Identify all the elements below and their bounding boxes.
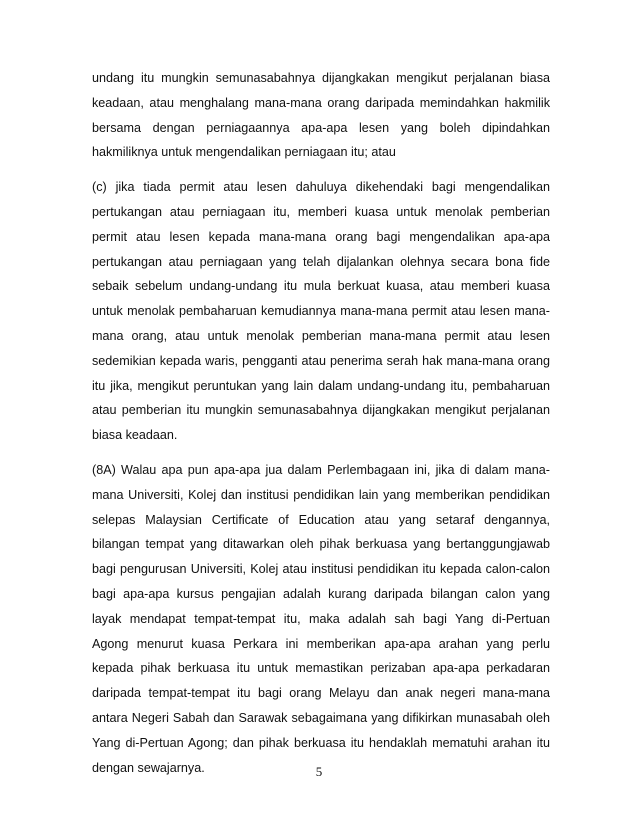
text-line: biasa keadaan. [92,428,178,443]
text-line: Agong menurut kuasa Perkara ini memberikan apa-apa arahan yang perlu [92,636,550,651]
text-line: mana orang, atau untuk menolak pemberian mana-mana permit atau lesen [92,328,550,343]
text-line: bersama dengan perniagaannya apa-apa lesen yang boleh dipindahkan [92,120,550,135]
text-line: sebaik sebelum undang-undang itu mula berkuat kuasa, atau memberi kuasa [92,279,550,294]
text-line: (c) jika tiada permit atau lesen dahuluya dikehendaki bagi mengendalikan [92,180,550,195]
text-line: layak mendapat tempat-tempat itu, maka adalah sah bagi Yang di-Pertuan [92,611,550,626]
document-body [92,66,550,780]
paragraph-clause-8a [92,458,550,780]
text-line: sedemikian kepada waris, pengganti atau penerima serah hak mana-mana orang [92,353,550,368]
page-number: 5 [315,764,323,779]
paragraph-clause-c [92,175,550,448]
paragraph-spacer [92,448,550,458]
text-line: permit atau lesen kepada mana-mana orang bagi mengendalikan apa-apa [92,229,550,244]
text-line: itu jika, mengikut peruntukan yang lain dalam undang-undang itu, pembaharuan [92,378,550,393]
paragraph-spacer [92,165,550,175]
text-line: dengan sewajarnya. [92,760,205,775]
text-line: keadaan, atau menghalang mana-mana orang daripada memindahkan hakmilik [92,95,550,110]
paragraph-continuation [92,66,550,165]
text-line: bilangan tempat yang ditawarkan oleh pihak berkuasa yang bertanggungjawab [92,537,550,552]
text-line: pertukangan atau perniagaan itu, memberi kuasa untuk menolak pemberian [92,204,550,219]
text-line: undang itu mungkin semunasabahnya dijangkakan mengikut perjalanan biasa [92,71,550,85]
text-line: selepas Malaysian Certificate of Education atau yang setaraf dengannya, [92,512,550,527]
text-line: mana Universiti, Kolej dan institusi pendidikan lain yang memberikan pendidikan [92,487,550,502]
text-line: pertukangan atau perniagaan yang telah dijalankan olehnya secara bona fide [92,254,550,269]
text-line: kepada pihak berkuasa itu untuk memastikan perizaban apa-apa perkadaran [92,661,550,676]
text-line: atau pemberian itu mungkin semunasabahnya dijangkakan mengikut perjalanan [92,403,550,418]
text-line: antara Negeri Sabah dan Sarawak sebagaimana yang difikirkan munasabah oleh [92,710,550,725]
text-line: Yang di-Pertuan Agong; dan pihak berkuasa itu hendaklah mematuhi arahan itu [92,735,550,750]
text-line: bagi pengurusan Universiti, Kolej atau institusi pendidikan itu kepada calon-calon [92,562,550,577]
text-line: untuk menolak pembaharuan kemudiannya mana-mana permit atau lesen mana- [92,304,550,319]
text-line: (8A) Walau apa pun apa-apa jua dalam Perlembagaan ini, jika di dalam mana- [92,462,550,477]
text-line: hakmiliknya untuk mengendalikan perniagaan itu; atau [92,145,396,160]
text-line: bagi apa-apa kursus pengajian adalah kurang daripada bilangan calon yang [92,586,550,601]
text-line: daripada tempat-tempat itu bagi orang Melayu dan anak negeri mana-mana [92,686,550,701]
